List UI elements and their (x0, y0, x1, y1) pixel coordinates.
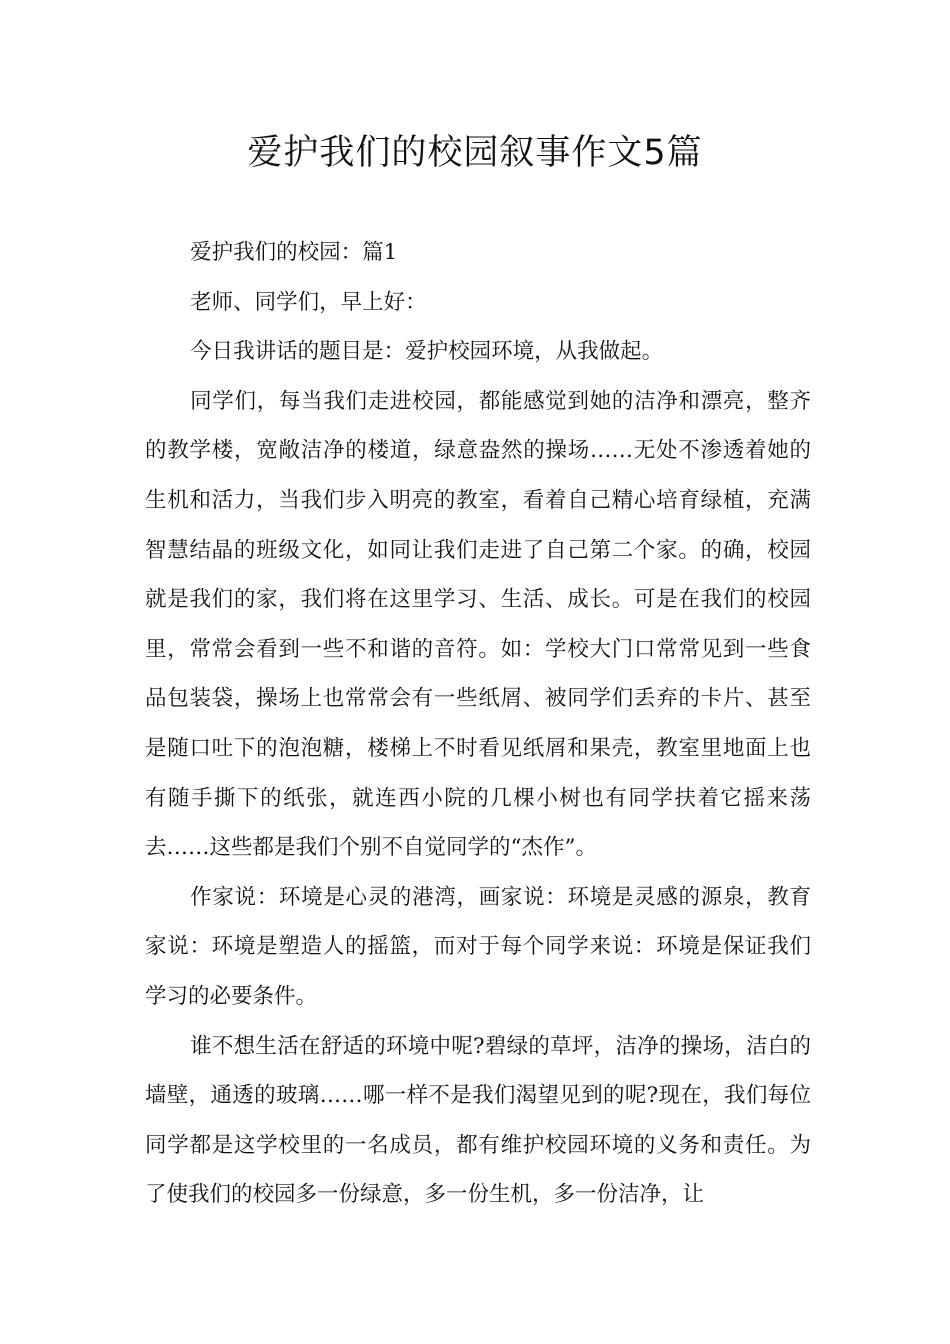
paragraph-body: 作家说：环境是心灵的港湾，画家说：环境是灵感的源泉，教育家说：环境是塑造人的摇篮，而对于每个同学来说：环境是保证我们学习的必要条件。 (145, 884, 811, 1009)
paragraph-topic: 今日我讲话的题目是：爱护校园环境，从我做起。 (190, 339, 664, 365)
paragraph-body: 谁不想生活在舒适的环境中呢?碧绿的草坪，洁净的操场，洁白的墙壁，通透的玻璃……哪一样不是我们渴望见到的呢?现在，我们每位同学都是这学校里的一名成员，都有维护校园环境的义务和责任。为了使我们的校园多一份绿意，多一份生机，多一份洁净，让 (145, 1033, 811, 1208)
paragraph-greeting: 老师、同学们，早上好： (190, 289, 427, 315)
document-body (145, 228, 811, 1220)
paragraph-body: 同学们，每当我们走进校园，都能感觉到她的洁净和漂亮，整齐的教学楼，宽敞洁净的楼道，绿意盎然的操场……无处不渗透着她的生机和活力，当我们步入明亮的教室，看着自己精心培育绿植，充满智慧结晶的班级文化，如同让我们走进了自己第二个家。的确，校园就是我们的家，我们将在这里学习、生活、成长。可是在我们的校园里，常常会看到一些不和谐的音符。如：学校大门口常常见到一些食品包装袋，操场上也常常会有一些纸屑、被同学们丢弃的卡片、甚至是随口吐下的泡泡糖，楼梯上不时看见纸屑和果壳，教室里地面上也有随手撕下的纸张，就连西小院的几棵小树也有同学扶着它摇来荡去……这些都是我们个别不自觉同学的“杰作”。 (145, 388, 811, 861)
document-title: 爱护我们的校园叙事作文5篇 (247, 133, 703, 173)
paragraph-section-heading: 爱护我们的校园：篇1 (190, 240, 398, 265)
